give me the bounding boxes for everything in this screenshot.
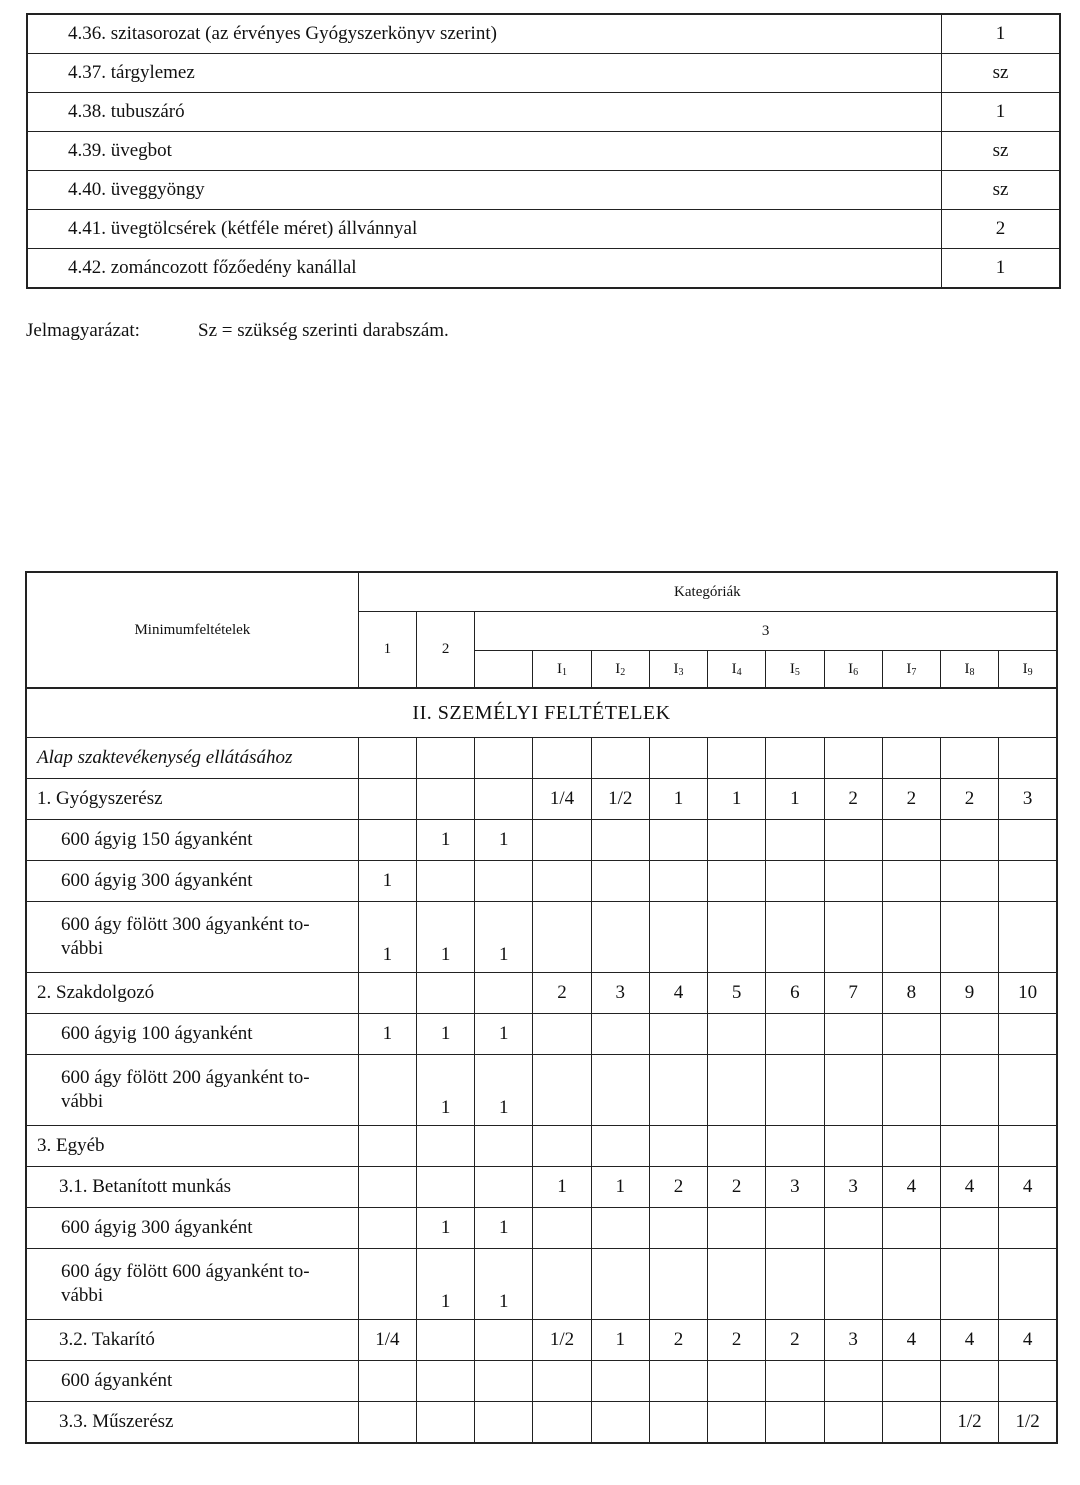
value-cell [708,902,766,973]
value-cell: 1 [358,902,416,973]
value-cell [766,820,824,861]
value-cell [416,738,474,779]
item-label: 4.39. üvegbot [27,132,942,171]
subcategory-i2: $I_2$ [591,651,649,689]
value-cell [766,1014,824,1055]
value-cell: 2 [940,779,998,820]
item-quantity: 1 [942,14,1061,54]
item-label: 4.40. üveggyöngy [27,171,942,210]
row-label: 3.3. Műszerész [26,1402,358,1444]
value-cell: 1 [475,1208,533,1249]
value-cell [882,1249,940,1320]
value-cell [649,1402,707,1444]
value-cell: 1/4 [533,779,591,820]
table-row [26,1208,1057,1249]
value-cell [591,1014,649,1055]
value-cell [708,1402,766,1444]
value-cell [999,861,1057,902]
value-cell [940,738,998,779]
table-row [27,132,1060,171]
value-cell [766,902,824,973]
value-cell [358,1055,416,1126]
value-cell [824,1249,882,1320]
value-cell [416,973,474,1014]
item-quantity: 1 [942,249,1061,289]
value-cell [824,902,882,973]
value-cell [708,738,766,779]
value-cell [475,1361,533,1402]
value-cell [999,1249,1057,1320]
value-cell [591,1208,649,1249]
value-cell: 4 [999,1320,1057,1361]
value-cell [708,1361,766,1402]
value-cell [824,1055,882,1126]
value-cell [358,1249,416,1320]
value-cell: 1 [358,861,416,902]
value-cell [940,861,998,902]
row-label [26,1249,358,1320]
row-label: Alap szaktevékenység ellátásához [26,738,358,779]
value-cell: 1 [766,779,824,820]
table-row [27,93,1060,132]
legend-text: Sz = szükség szerinti darabszám. [198,320,449,341]
value-cell [358,738,416,779]
value-cell: 4 [882,1320,940,1361]
value-cell [533,1249,591,1320]
value-cell [999,1208,1057,1249]
value-cell [708,1208,766,1249]
value-cell [533,738,591,779]
equipment-table [26,13,1061,289]
table-row [26,1402,1057,1444]
minimum-header: Minimumfeltételek [26,572,358,688]
value-cell: 1 [475,1055,533,1126]
value-cell: 2 [708,1167,766,1208]
table-row [27,54,1060,93]
table-row [26,1167,1057,1208]
value-cell [999,1361,1057,1402]
value-cell [940,1249,998,1320]
item-label: 4.42. zománcozott főzőedény kanállal [27,249,942,289]
value-cell [533,1014,591,1055]
value-cell [824,1126,882,1167]
value-cell [591,902,649,973]
value-cell [649,820,707,861]
value-cell [591,1249,649,1320]
value-cell [999,902,1057,973]
value-cell [591,861,649,902]
value-cell: 4 [649,973,707,1014]
category-2-header: 2 [416,612,474,689]
value-cell [649,902,707,973]
value-cell [940,1055,998,1126]
value-cell [475,1167,533,1208]
value-cell [882,1402,940,1444]
value-cell: 1 [358,1014,416,1055]
value-cell [940,902,998,973]
table-row [26,973,1057,1014]
value-cell: 2 [766,1320,824,1361]
value-cell [824,738,882,779]
table-row [26,902,1057,973]
value-cell: 7 [824,973,882,1014]
value-cell [882,1126,940,1167]
value-cell [475,779,533,820]
value-cell [475,1126,533,1167]
section-title: II. SZEMÉLYI FELTÉTELEK [26,688,1057,738]
item-label: 4.41. üvegtölcsérek (kétféle méret) állvánnyal [27,210,942,249]
item-quantity: sz [942,54,1061,93]
value-cell [708,1014,766,1055]
table-row [26,861,1057,902]
value-cell [708,1126,766,1167]
value-cell [824,861,882,902]
row-label-line: vábbi [61,1285,104,1306]
legend-key: Jelmagyarázat: [26,320,140,341]
subcategory-blank [475,651,533,689]
value-cell: 1 [416,1014,474,1055]
value-cell: 2 [649,1320,707,1361]
item-label: 4.38. tubuszáró [27,93,942,132]
value-cell [533,1402,591,1444]
item-quantity: sz [942,132,1061,171]
value-cell [708,1055,766,1126]
value-cell: 1/2 [940,1402,998,1444]
subcategory-i5: $I_5$ [766,651,824,689]
value-cell: 2 [882,779,940,820]
value-cell [824,1208,882,1249]
value-cell: 3 [824,1320,882,1361]
value-cell [940,1126,998,1167]
category-1-header: 1 [358,612,416,689]
row-label [26,902,358,973]
value-cell: 1/4 [358,1320,416,1361]
row-label: 600 ágyig 300 ágyanként [26,1208,358,1249]
value-cell: 1/2 [533,1320,591,1361]
value-cell: 1 [416,1208,474,1249]
value-cell [766,861,824,902]
value-cell [416,779,474,820]
row-label-line: 600 ágy fölött 600 ágyanként to- [61,1261,310,1283]
table-row [27,249,1060,289]
category-3-header: 3 [475,612,1057,651]
row-label: 600 ágyig 100 ágyanként [26,1014,358,1055]
value-cell [591,738,649,779]
value-cell: 2 [533,973,591,1014]
value-cell [358,1402,416,1444]
row-label-line: vábbi [61,938,104,959]
value-cell [882,861,940,902]
value-cell [475,1320,533,1361]
value-cell: 1 [591,1167,649,1208]
row-label: 600 ágyig 150 ágyanként [26,820,358,861]
item-quantity: 1 [942,93,1061,132]
item-label: 4.37. tárgylemez [27,54,942,93]
value-cell [533,1055,591,1126]
table-row [27,210,1060,249]
value-cell: 2 [708,1320,766,1361]
value-cell [358,779,416,820]
value-cell: 10 [999,973,1057,1014]
value-cell: 3 [766,1167,824,1208]
value-cell [766,1055,824,1126]
row-label-line: 600 ágy fölött 300 ágyanként to- [61,914,310,936]
value-cell: 1/2 [999,1402,1057,1444]
table-row [26,1320,1057,1361]
value-cell: 4 [999,1167,1057,1208]
value-cell [766,1361,824,1402]
table-row [27,14,1060,54]
value-cell [708,1249,766,1320]
subcategory-i3: $I_3$ [649,651,707,689]
subcategory-i6: $I_6$ [824,651,882,689]
value-cell: 1 [475,1014,533,1055]
table-row [26,820,1057,861]
value-cell: 1 [416,1055,474,1126]
value-cell: 4 [940,1320,998,1361]
value-cell [824,1361,882,1402]
value-cell: 1 [475,820,533,861]
value-cell [649,1055,707,1126]
value-cell: 1 [591,1320,649,1361]
value-cell [533,1361,591,1402]
value-cell: 1 [649,779,707,820]
value-cell [999,1126,1057,1167]
value-cell: 1 [416,1249,474,1320]
value-cell [649,1014,707,1055]
value-cell [882,1361,940,1402]
value-cell [416,1402,474,1444]
value-cell [824,820,882,861]
value-cell [416,1126,474,1167]
value-cell [766,1126,824,1167]
value-cell [766,738,824,779]
value-cell [999,738,1057,779]
value-cell [591,1361,649,1402]
value-cell [416,1320,474,1361]
value-cell [882,820,940,861]
value-cell [882,738,940,779]
subcategory-i1: $I_1$ [533,651,591,689]
value-cell [591,1055,649,1126]
value-cell [475,973,533,1014]
value-cell: 1/2 [591,779,649,820]
row-label: 2. Szakdolgozó [26,973,358,1014]
row-label: 1. Gyógyszerész [26,779,358,820]
value-cell: 6 [766,973,824,1014]
value-cell [358,1126,416,1167]
value-cell [649,1208,707,1249]
legend [26,320,449,342]
value-cell: 4 [940,1167,998,1208]
value-cell [475,1402,533,1444]
row-label: 3.2. Takarító [26,1320,358,1361]
value-cell [358,1167,416,1208]
row-label: 3.1. Betanított munkás [26,1167,358,1208]
value-cell [591,820,649,861]
value-cell [649,861,707,902]
value-cell [533,820,591,861]
value-cell: 2 [649,1167,707,1208]
value-cell [475,861,533,902]
value-cell [358,1361,416,1402]
value-cell [882,1014,940,1055]
table-row [26,738,1057,779]
subcategory-i7: $I_7$ [882,651,940,689]
value-cell [649,1361,707,1402]
value-cell [766,1249,824,1320]
categories-header: Kategóriák [358,572,1057,612]
table-row [26,1126,1057,1167]
value-cell [358,820,416,861]
value-cell [358,973,416,1014]
table-row [26,1249,1057,1320]
subcategory-i9: $I_9$ [999,651,1057,689]
value-cell: 8 [882,973,940,1014]
item-quantity: sz [942,171,1061,210]
value-cell [533,1126,591,1167]
value-cell [533,861,591,902]
value-cell [824,1402,882,1444]
value-cell [708,861,766,902]
row-label: 600 ágyanként [26,1361,358,1402]
subcategory-i4: $I_4$ [708,651,766,689]
value-cell [591,1126,649,1167]
value-cell: 1 [475,1249,533,1320]
value-cell: 1 [416,820,474,861]
value-cell: 1 [416,902,474,973]
value-cell: 1 [708,779,766,820]
table-row [26,1361,1057,1402]
value-cell: 3 [824,1167,882,1208]
row-label: 3. Egyéb [26,1126,358,1167]
value-cell [533,1208,591,1249]
table-row [26,1014,1057,1055]
value-cell [999,1055,1057,1126]
value-cell: 4 [882,1167,940,1208]
value-cell [649,1249,707,1320]
value-cell [533,902,591,973]
value-cell: 3 [999,779,1057,820]
value-cell [416,1361,474,1402]
row-label: 600 ágyig 300 ágyanként [26,861,358,902]
value-cell [999,820,1057,861]
value-cell [824,1014,882,1055]
table-row [26,1055,1057,1126]
item-label: 4.36. szitasorozat (az érvényes Gyógyszerkönyv szerint) [27,14,942,54]
value-cell [940,820,998,861]
value-cell [649,1126,707,1167]
value-cell: 1 [533,1167,591,1208]
value-cell: 2 [824,779,882,820]
value-cell [766,1208,824,1249]
value-cell [649,738,707,779]
value-cell [416,861,474,902]
value-cell [766,1402,824,1444]
value-cell: 1 [475,902,533,973]
value-cell [708,820,766,861]
row-label [26,1055,358,1126]
subcategory-i8: $I_8$ [940,651,998,689]
personnel-table [25,571,1058,1444]
value-cell [416,1167,474,1208]
value-cell [999,1014,1057,1055]
row-label-line: vábbi [61,1091,104,1112]
value-cell [940,1361,998,1402]
value-cell: 9 [940,973,998,1014]
value-cell [940,1014,998,1055]
table-row [27,171,1060,210]
value-cell: 5 [708,973,766,1014]
row-label-line: 600 ágy fölött 200 ágyanként to- [61,1067,310,1089]
table-row [26,779,1057,820]
value-cell [882,902,940,973]
value-cell [358,1208,416,1249]
value-cell [475,738,533,779]
value-cell: 3 [591,973,649,1014]
value-cell [882,1055,940,1126]
item-quantity: 2 [942,210,1061,249]
value-cell [940,1208,998,1249]
value-cell [882,1208,940,1249]
value-cell [591,1402,649,1444]
